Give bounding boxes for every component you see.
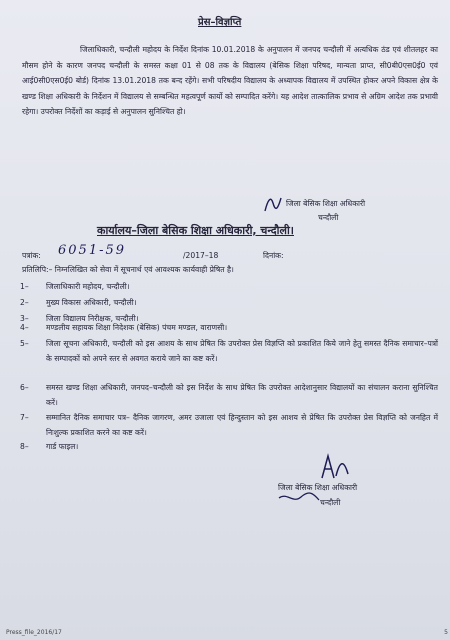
letter-date-label: दिनांक: [263,251,284,260]
list-item-number: 5– [20,339,29,348]
list-item-number: 2– [20,298,29,307]
list-item-number: 6– [20,383,29,392]
list-item [20,410,438,440]
list-item-number: 1– [20,282,29,291]
list-item-number: 8– [20,442,29,451]
list-item [20,336,438,380]
list-item-text: मण्डलीय सहायक शिक्षा निदेशक (बेसिक) पंचम मण्डल, वाराणसी। [46,323,228,332]
list-item-text: समस्त खण्ड शिक्षा अधिकारी, जनपद–चन्दौली को इस निर्देश के साथ प्रेषित कि उपरोक्त आदेशानुसार विद्यालयों का संचालन कराना सुनिश्चित करें। [46,383,438,407]
list-item-text: जिला सूचना अधिकारी, चन्दौली को इस आशय के साथ प्रेषित कि उपरोक्त प्रेस विज्ञप्ति को प्रकाशित किये जाने हेतु समस्त दैनिक समाचार–पत्रों के सम्पादकों को अपने स्तर से अवगत कराये जाने का कष्ट करें। [46,339,438,363]
list-item-text: गार्ड फाइल। [46,442,79,451]
notice-signature [262,193,284,219]
office-signatory-title: जिला बेसिक शिक्षा अधिकारी [278,483,358,492]
list-item-text: जिलाधिकारी महोदय, चन्दौली। [46,282,130,291]
list-item-text: सम्मानित दैनिक समाचार पत्र– दैनिक जागरण, अमर उजाला एवं हिन्दुस्तान को इस आशय से प्रेषित कि उपरोक्त प्रेस विज्ञप्ति को जनहित में निःशुल्क प्रकाशित करने का कष्ट करें। [46,413,438,437]
signature-scribble [277,490,321,510]
signature-mark-icon [262,193,284,215]
press-release-heading: प्रेस–विज्ञप्ति [198,17,242,28]
list-item-text: जिला विद्यालय निरीक्षक, चन्दौली। [46,314,139,323]
notice-signatory-title: जिला बेसिक शिक्षा अधिकारी [286,199,366,208]
list-item [20,295,438,310]
file-name-footer: Press_file_2016/17 [6,629,62,636]
list-item [20,380,438,410]
letter-year: /2017–18 [183,251,219,260]
office-signature [318,452,352,486]
list-item-text: मुख्य विकास अधिकारी, चन्दौली। [46,298,137,307]
copy-to-intro: प्रतिलिपि:– निम्नलिखित को सेवा में सूचनार्थ एवं आवश्यक कार्यवाही प्रेषित है। [22,265,234,274]
notice-signatory-place: चन्दौली [318,213,339,222]
list-item-number: 4– [20,323,29,332]
letter-number-label: पत्रांक: [22,251,41,260]
list-item [20,279,438,294]
office-heading: कार्यालय–जिला बेसिक शिक्षा अधिकारी, चन्दौली। [97,224,294,237]
list-item-number: 3– [20,314,29,323]
signature-mark-icon [318,452,352,482]
list-item-number: 7– [20,413,29,422]
page-number: 5 [444,629,448,636]
list-item [20,320,438,335]
letter-number: 6051-59 [58,243,127,258]
office-signatory-place: चन्दौली [320,498,341,507]
list-item [20,439,438,454]
scribble-icon [277,490,321,506]
press-release-body: जिलाधिकारी, चन्दौली महोदय के निर्देश दिनांक 10.01.2018 के अनुपालन में जनपद चन्दौली में अत्यधिक ठंड एवं शीतलहर का मौसम होने के कारण जनपद चन्दौली के समस्त कक्षा 01 से 08 तक के विद्यालय (बेसिक शिक्षा परिषद, मान्यता प्राप्त, सी0बी0एस0ई0 एवं आई0सी0एस0ई0 बोर्ड) दिनांक 13.01.2018 तक बन्द रहेंगे। सभी परिषदीय विद्यालय के अध्यापक विद्यालय में उपस्थित होकर अपने विकास क्षेत्र के खण्ड शिक्षा अधिकारी के निर्देशन में विद्यालय से सम्बन्धित महत्वपूर्ण कार्यो को सम्पादित करेंगे। यह आदेश तात्कालिक प्रभाव से अग्रिम आदेश तक प्रभावी रहेगा। उपरोक्त निर्देशों का कड़ाई से अनुपालन सुनिश्चित हो। [22,45,438,116]
